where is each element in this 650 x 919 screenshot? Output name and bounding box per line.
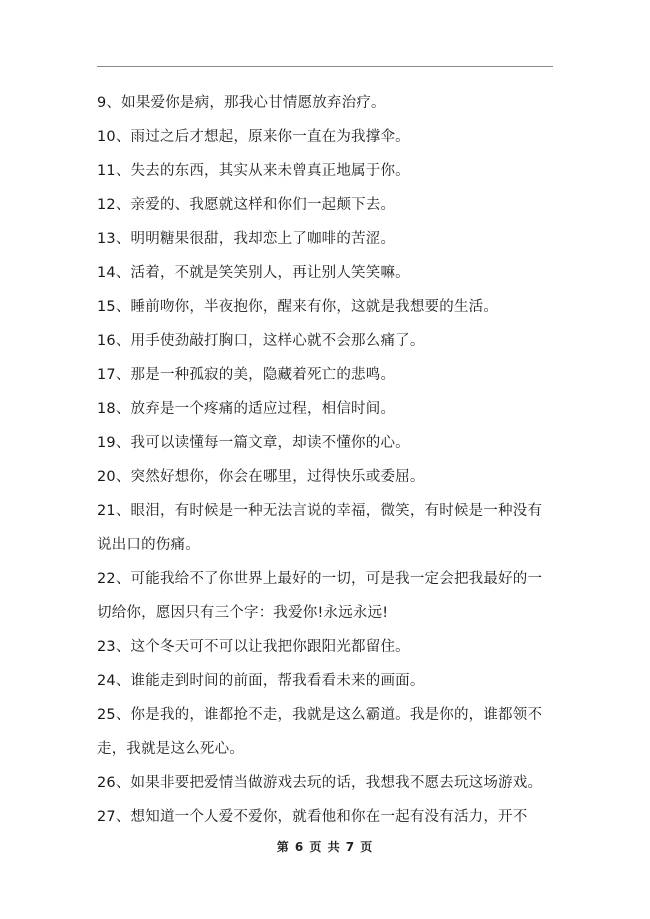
list-item: 18、放弃是一个疼痛的适应过程，相信时间。 [97, 401, 396, 417]
list-item: 26、如果非要把爱情当做游戏去玩的话，我想我不愿去玩这场游戏。 [97, 775, 543, 791]
list-item: 23、这个冬天可不可以让我把你跟阳光都留住。 [97, 639, 410, 655]
list-item: 13、明明糖果很甜，我却恋上了咖啡的苦涩。 [97, 231, 396, 247]
list-item: 21、眼泪，有时候是一种无法言说的幸福，微笑，有时候是一种没有说出口的伤痛。 [97, 503, 543, 553]
list-item: 11、失去的东西，其实从来未曾真正地属于你。 [97, 163, 410, 179]
quote-list [97, 86, 555, 834]
list-item: 25、你是我的，谁都抢不走，我就是这么霸道。我是你的，谁都领不走，我就是这么死心。 [97, 707, 543, 757]
list-item: 22、可能我给不了你世界上最好的一切，可是我一定会把我最好的一切给你，愿因只有三个字：我爱你!永远永远! [97, 571, 543, 621]
header-rule [97, 66, 553, 67]
list-item: 10、雨过之后才想起，原来你一直在为我撑伞。 [97, 129, 410, 145]
list-item: 14、活着，不就是笑笑别人，再让别人笑笑嘛。 [97, 265, 410, 281]
list-item: 20、突然好想你，你会在哪里，过得快乐或委屈。 [97, 469, 425, 485]
list-item: 27、想知道一个人爱不爱你，就看他和你在一起有没有活力，开不 [97, 809, 528, 825]
list-item: 12、亲爱的、我愿就这样和你们一起颠下去。 [97, 197, 396, 213]
list-item: 16、用手使劲敲打胸口，这样心就不会那么痛了。 [97, 333, 425, 349]
list-item: 19、我可以读懂每一篇文章，却读不懂你的心。 [97, 435, 410, 451]
list-item: 15、睡前吻你，半夜抱你，醒来有你，这就是我想要的生活。 [97, 299, 499, 315]
list-item: 24、谁能走到时间的前面，帮我看看未来的画面。 [97, 673, 425, 689]
list-item: 9、如果爱你是病，那我心甘情愿放弃治疗。 [97, 95, 386, 111]
page-number: 第 6 页 共 7 页 [276, 840, 374, 854]
list-item: 17、那是一种孤寂的美，隐藏着死亡的悲鸣。 [97, 367, 396, 383]
